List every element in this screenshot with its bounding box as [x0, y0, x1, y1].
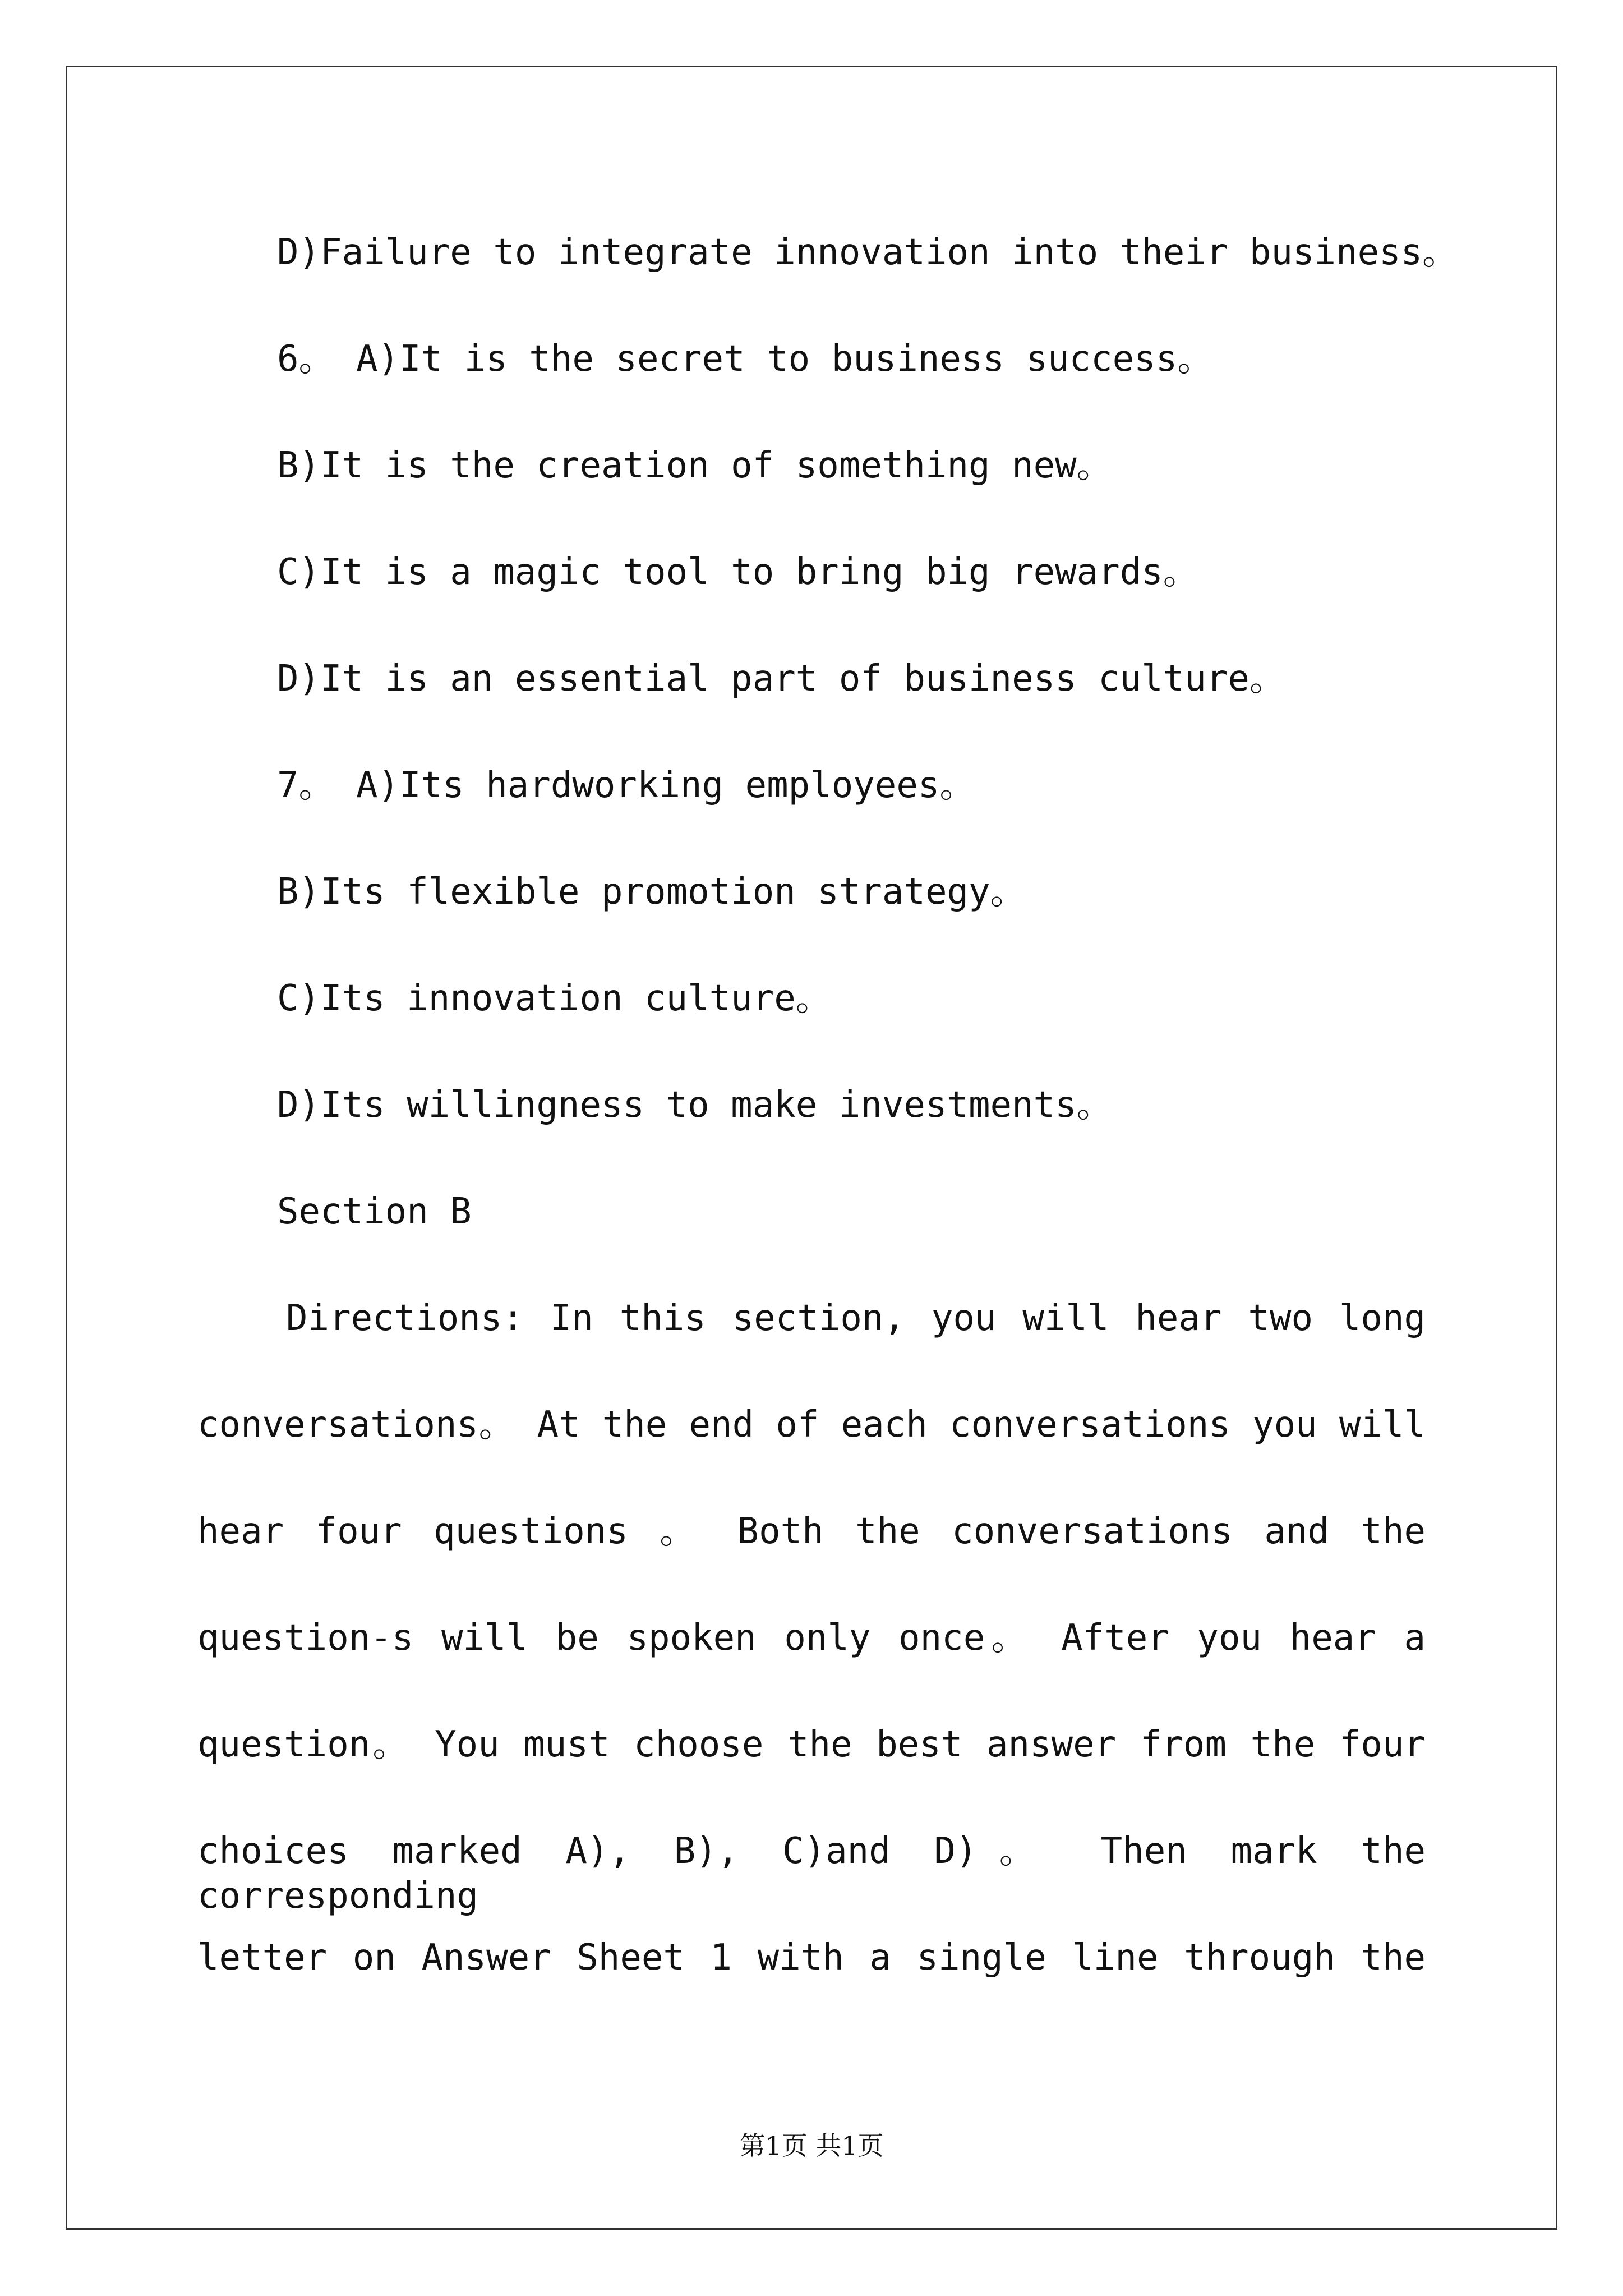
directions-line-6: choices marked A), B), C)and D)。 Then mark the corresponding: [197, 1830, 1426, 1917]
question-6-option-c: C)It is a magic tool to bring big rewards。: [277, 551, 1199, 593]
answer-option-5d: D)Failure to integrate innovation into their business。: [277, 232, 1459, 273]
section-heading: Section B: [277, 1191, 472, 1232]
directions-line-5: question。 You must choose the best answer from the four: [197, 1724, 1426, 1765]
directions-line-7: letter on Answer Sheet 1 with a single line through the: [197, 1937, 1426, 1978]
directions-line-2: conversations。 At the end of each conversations you will: [197, 1404, 1426, 1446]
page-footer: 第1页 共1页: [739, 2131, 884, 2161]
directions-line-3: hear four questions 。 Both the conversations and the: [197, 1511, 1426, 1552]
question-6-option-a: 6。 A)It is the secret to business success。: [277, 338, 1214, 380]
question-6-option-d: D)It is an essential part of business culture。: [277, 658, 1285, 700]
question-7-option-b: B)Its flexible promotion strategy。: [277, 871, 1026, 913]
question-7-option-a: 7。 A)Its hardworking employees。: [277, 765, 976, 806]
question-6-option-b: B)It is the creation of something new。: [277, 445, 1113, 486]
question-7-option-c: C)Its innovation culture。: [277, 978, 832, 1019]
directions-line-4: question-s will be spoken only once。 After you hear a: [197, 1617, 1426, 1659]
question-7-option-d: D)Its willingness to make investments。: [277, 1084, 1113, 1126]
directions-line-1: Directions: In this section, you will hear two long: [286, 1297, 1426, 1339]
